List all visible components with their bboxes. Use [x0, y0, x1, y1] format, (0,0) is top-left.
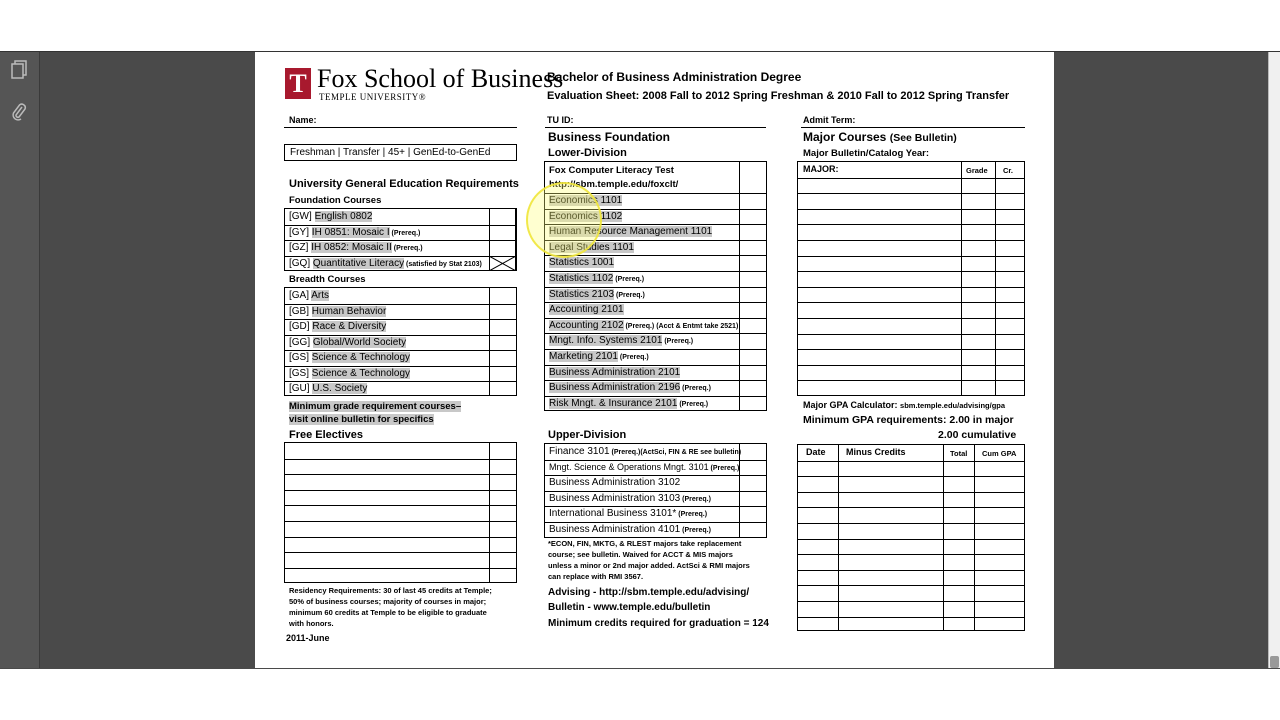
major-courses-label: Major Courses — [803, 130, 887, 144]
table-row-line — [798, 256, 1024, 257]
logo-letter: T — [289, 69, 307, 98]
course-code: [GB] — [289, 305, 312, 317]
bulletin-link[interactable]: Bulletin - www.temple.edu/bulletin — [548, 602, 711, 613]
course-name: Statistics 1102 — [549, 273, 614, 284]
course-name: Business Administration 2196 — [549, 382, 681, 394]
course-note: (Prereq.) — [677, 400, 709, 408]
table-column-line — [943, 445, 944, 630]
table-row-line — [285, 240, 516, 241]
fox-test-url[interactable]: http://sbm.temple.edu/foxclt/ — [549, 179, 679, 190]
free-electives-heading: Free Electives — [289, 429, 363, 441]
course-note: (Prereq.)(ActSci, FIN & RE see bulletin) — [609, 449, 742, 456]
major-courses-heading — [803, 130, 957, 144]
lower-division-course — [549, 335, 693, 346]
see-bulletin-label: (See Bulletin) — [889, 132, 957, 144]
course-note: (Prereq.) — [680, 495, 711, 503]
admit-term-label: Admit Term: — [803, 115, 856, 125]
breadth-course — [289, 383, 367, 394]
table-row-line — [285, 350, 516, 351]
table-row-line — [798, 302, 1024, 303]
table-row-line — [285, 490, 516, 491]
table-row-line — [545, 333, 766, 334]
min-grade-line2: visit online bulletin for specifics — [289, 414, 434, 425]
table-row-line — [798, 380, 1024, 381]
grade-column-label: Grade — [966, 166, 988, 175]
table-row-line — [798, 209, 1024, 210]
course-name: Statistics 1001 — [549, 257, 615, 269]
course-name: IH 0852: Mosaic II — [311, 242, 392, 253]
table-row-line — [545, 240, 766, 241]
foundation-table — [284, 208, 517, 271]
residency-line: minimum 60 credits at Temple to be eligible to graduate — [289, 608, 487, 617]
table-column-line — [739, 444, 740, 537]
note-line: can replace with RMI 3567. — [548, 572, 644, 581]
table-row-line — [798, 570, 1024, 571]
paperclip-icon — [10, 102, 28, 122]
table-row-line — [798, 178, 1024, 179]
table-row-line — [798, 617, 1024, 618]
course-name: IH 0851: Mosaic I — [311, 226, 390, 238]
course-note: (Prereq.) — [617, 354, 649, 361]
course-code: [GD] — [289, 321, 313, 332]
table-row-line — [798, 585, 1024, 586]
course-name: Race & Diversity — [312, 321, 387, 332]
table-column-line — [961, 162, 962, 395]
table-row-line — [545, 396, 766, 397]
course-name: International Business 3101* — [549, 508, 677, 520]
course-name: Science & Technology — [311, 352, 411, 363]
min-gpa-major: Minimum GPA requirements: 2.00 in major — [803, 414, 1014, 426]
residency-line: 50% of business courses; majority of courses in major; — [289, 597, 487, 606]
course-note: (Prereq.) — [676, 511, 708, 519]
foundation-heading: Foundation Courses — [289, 195, 382, 206]
foundation-course — [289, 227, 420, 238]
breadth-course — [289, 321, 386, 332]
residency-line: with honors. — [289, 619, 334, 628]
upper-division-course — [549, 524, 711, 535]
upper-division-course — [549, 462, 739, 472]
table-row-line — [545, 318, 766, 319]
course-note: (satisfied by Stat 2103) — [404, 260, 482, 268]
upper-division-course — [549, 446, 741, 457]
gpa-calculator-label: Major GPA Calculator: — [803, 400, 898, 410]
viewer-sidebar — [0, 52, 40, 668]
breadth-course — [289, 352, 410, 363]
course-name: Mngt. Science & Operations Mngt. 3101 — [549, 461, 709, 472]
course-name: Business Administration 3102 — [549, 477, 681, 489]
table-column-line — [995, 162, 996, 395]
name-label: Name: — [289, 115, 317, 125]
student-type-box — [284, 144, 517, 161]
tuid-line — [545, 127, 766, 128]
gpa-table — [797, 444, 1025, 631]
course-name: Business Administration 4101 — [549, 524, 681, 535]
evaluation-title: Evaluation Sheet: 2008 Fall to 2012 Spring Freshman & 2010 Fall to 2012 Spring Transfer — [547, 90, 1010, 102]
note-line: course; see bulletin. Waived for ACCT & MIS majors — [548, 550, 733, 559]
course-name: Global/World Society — [312, 336, 407, 348]
table-row-line — [798, 523, 1024, 524]
table-row-line — [798, 492, 1024, 493]
gened-heading: University General Education Requirements — [289, 178, 519, 190]
table-row-line — [285, 225, 516, 226]
admit-term-line — [801, 127, 1025, 128]
course-name: English 0802 — [314, 211, 373, 222]
scrollbar-thumb[interactable] — [1270, 656, 1279, 668]
course-name: Human Resource Management 1101 — [549, 226, 713, 238]
table-row-line — [285, 304, 516, 305]
lower-division-course — [549, 257, 614, 268]
breadth-course — [289, 368, 410, 379]
course-code: [GS] — [289, 352, 312, 363]
breadth-table — [284, 287, 517, 396]
lower-division-course — [549, 226, 712, 237]
table-row-line — [545, 522, 766, 523]
table-row-line — [285, 366, 516, 367]
note-line: *ECON, FIN, MKTG, & RLEST majors take replacement — [548, 539, 742, 548]
upper-division-heading: Upper-Division — [548, 429, 627, 441]
table-row-line — [798, 539, 1024, 540]
course-name: Quantitative Literacy — [312, 257, 405, 269]
min-gpa-cumulative: 2.00 cumulative — [938, 429, 1017, 441]
table-row-line — [285, 537, 516, 538]
tuid-label: TU ID: — [547, 115, 574, 125]
course-name: Legal Studies 1101 — [549, 241, 634, 253]
table-row-line — [798, 271, 1024, 272]
breadth-course — [289, 290, 329, 301]
major-table — [797, 161, 1025, 396]
lower-division-heading: Lower-Division — [548, 147, 627, 159]
business-foundation-heading: Business Foundation — [548, 130, 671, 144]
table-row-line — [798, 318, 1024, 319]
course-code: [GW] — [289, 211, 315, 222]
major-label: MAJOR: — [803, 164, 839, 174]
lower-division-course — [549, 195, 622, 206]
table-row-line — [545, 302, 766, 303]
course-name: Human Behavior — [311, 305, 387, 317]
table-row-line — [545, 193, 766, 194]
gpa-calculator-url[interactable]: sbm.temple.edu/advising/gpa — [900, 401, 1006, 410]
course-name: Risk Mngt. & Insurance 2101 — [549, 397, 678, 409]
table-row-line — [798, 476, 1024, 477]
pages-icon[interactable] — [7, 60, 31, 84]
table-row-line — [545, 271, 766, 272]
course-note: (Prereq.) — [613, 276, 645, 283]
course-name: Accounting 2101 — [549, 304, 624, 316]
course-name: Business Administration 3103 — [549, 492, 681, 504]
degree-title: Bachelor of Business Administration Degree — [547, 70, 802, 84]
pages-icon-glyph — [10, 60, 28, 80]
advising-link[interactable]: Advising - http://sbm.temple.edu/advising/ — [548, 587, 750, 598]
table-row-line — [545, 506, 766, 507]
table-row-line — [545, 475, 766, 476]
lower-division-course — [549, 367, 680, 378]
table-row-line — [285, 552, 516, 553]
lower-division-course — [549, 211, 622, 222]
lower-division-course — [549, 304, 624, 315]
course-note: (Prereq.) — [614, 291, 645, 299]
note-line: unless a minor or 2nd major added. ActSci & RMI majors — [548, 561, 750, 570]
minus-credits-label: Minus Credits — [846, 447, 906, 457]
table-row-line — [285, 381, 516, 382]
table-column-line — [489, 288, 490, 395]
lower-division-course — [549, 242, 634, 253]
credit-column-label: Cr. — [1003, 166, 1014, 175]
table-column-line — [838, 445, 839, 630]
breadth-course — [289, 306, 386, 317]
table-row-line — [285, 335, 516, 336]
course-note: (Prereq.) — [708, 464, 740, 472]
top-margin — [0, 0, 1280, 51]
min-grade-line1: Minimum grade requirement courses– — [289, 401, 462, 412]
university-name: TEMPLE UNIVERSITY® — [319, 92, 427, 102]
course-note: (Prereq.) — [680, 527, 711, 534]
lower-division-course — [549, 320, 738, 331]
course-name: U.S. Society — [312, 383, 368, 394]
vertical-scrollbar[interactable] — [1268, 52, 1280, 668]
table-row-line — [545, 287, 766, 288]
upper-division-table — [544, 443, 767, 538]
catalog-year-label: Major Bulletin/Catalog Year: — [803, 148, 929, 159]
table-row-line — [545, 349, 766, 350]
table-row-line — [545, 209, 766, 210]
table-row-line — [545, 365, 766, 366]
course-name: Statistics 2103 — [549, 288, 615, 300]
course-code: [GU] — [289, 383, 313, 394]
cum-gpa-column-label: Cum GPA — [982, 449, 1017, 458]
course-note: (Prereq.) — [662, 338, 694, 346]
course-code: [GQ] — [289, 257, 313, 269]
course-code: [GS] — [289, 367, 312, 379]
upper-division-course — [549, 477, 680, 488]
lower-division-table — [544, 161, 767, 411]
date-code: 2011-June — [286, 633, 330, 643]
course-code: [GG] — [289, 336, 313, 348]
upper-division-course — [549, 493, 711, 504]
table-row-line — [285, 459, 516, 460]
course-name: Business Administration 2101 — [549, 366, 681, 378]
table-row-line — [545, 491, 766, 492]
table-row-line — [798, 334, 1024, 335]
table-row-line — [798, 365, 1024, 366]
table-row-line — [285, 474, 516, 475]
course-note: (Prereq.) — [680, 385, 711, 393]
table-row-line — [545, 460, 766, 461]
course-note: (Prereq.) (Acct & Entmt take 2521) — [623, 322, 739, 330]
course-name: Economics 1102 — [549, 210, 623, 222]
table-row-line — [545, 224, 766, 225]
table-row-line — [798, 193, 1024, 194]
date-column-label: Date — [806, 447, 826, 457]
temple-logo — [285, 68, 311, 99]
bottom-margin — [0, 669, 1280, 720]
table-row-line — [798, 554, 1024, 555]
breadth-heading: Breadth Courses — [289, 274, 366, 285]
course-name: Economics 1101 — [549, 195, 623, 206]
course-name: Accounting 2102 — [549, 319, 624, 331]
course-code: [GA] — [289, 290, 312, 301]
total-column-label: Total — [950, 449, 968, 458]
table-row-line — [285, 256, 516, 257]
free-electives-table — [284, 442, 517, 583]
table-row-line — [798, 601, 1024, 602]
foundation-course — [289, 242, 423, 253]
student-type-text: Freshman | Transfer | 45+ | GenEd-to-GenEd — [290, 147, 491, 158]
lower-division-course — [549, 273, 644, 284]
table-row-line — [798, 507, 1024, 508]
table-row-line — [798, 287, 1024, 288]
lower-division-course — [549, 289, 645, 300]
course-note: (Prereq.) — [391, 245, 423, 252]
table-row-line — [285, 505, 516, 506]
table-row-line — [798, 224, 1024, 225]
course-note: (Prereq.) — [389, 229, 421, 237]
table-row-line — [285, 521, 516, 522]
breadth-course — [289, 337, 406, 348]
residency-line: Residency Requirements: 30 of last 45 credits at Temple; — [289, 586, 492, 595]
min-credits: Minimum credits required for graduation = 124 — [548, 618, 769, 629]
course-name: Science & Technology — [311, 367, 411, 379]
pdf-page — [255, 52, 1054, 668]
upper-division-course — [549, 508, 707, 519]
gpa-calculator — [803, 400, 1005, 410]
table-row-line — [798, 240, 1024, 241]
course-name: Marketing 2101 — [549, 351, 618, 362]
lower-division-course — [549, 351, 649, 362]
fox-test-label: Fox Computer Literacy Test — [549, 165, 674, 176]
course-code: [GZ] — [289, 242, 312, 253]
table-column-line — [974, 445, 975, 630]
table-row-line — [798, 349, 1024, 350]
table-row-line — [545, 255, 766, 256]
course-code: [GY] — [289, 226, 312, 238]
school-name: Fox School of Business — [317, 64, 564, 93]
foundation-course — [289, 258, 482, 269]
table-row-line — [545, 380, 766, 381]
table-row-line — [285, 568, 516, 569]
course-name: Mngt. Info. Systems 2101 — [549, 335, 663, 347]
lower-division-course — [549, 398, 708, 409]
name-line — [284, 127, 517, 128]
table-column-line — [489, 443, 490, 582]
attachment-icon[interactable] — [7, 102, 31, 126]
lower-division-course — [549, 382, 711, 393]
table-column-line — [739, 162, 740, 410]
table-row-line — [285, 319, 516, 320]
course-name: Finance 3101 — [549, 446, 610, 457]
course-name: Arts — [311, 290, 330, 301]
foundation-course — [289, 211, 372, 222]
table-row-line — [798, 461, 1024, 462]
not-applicable-mark — [489, 256, 516, 271]
